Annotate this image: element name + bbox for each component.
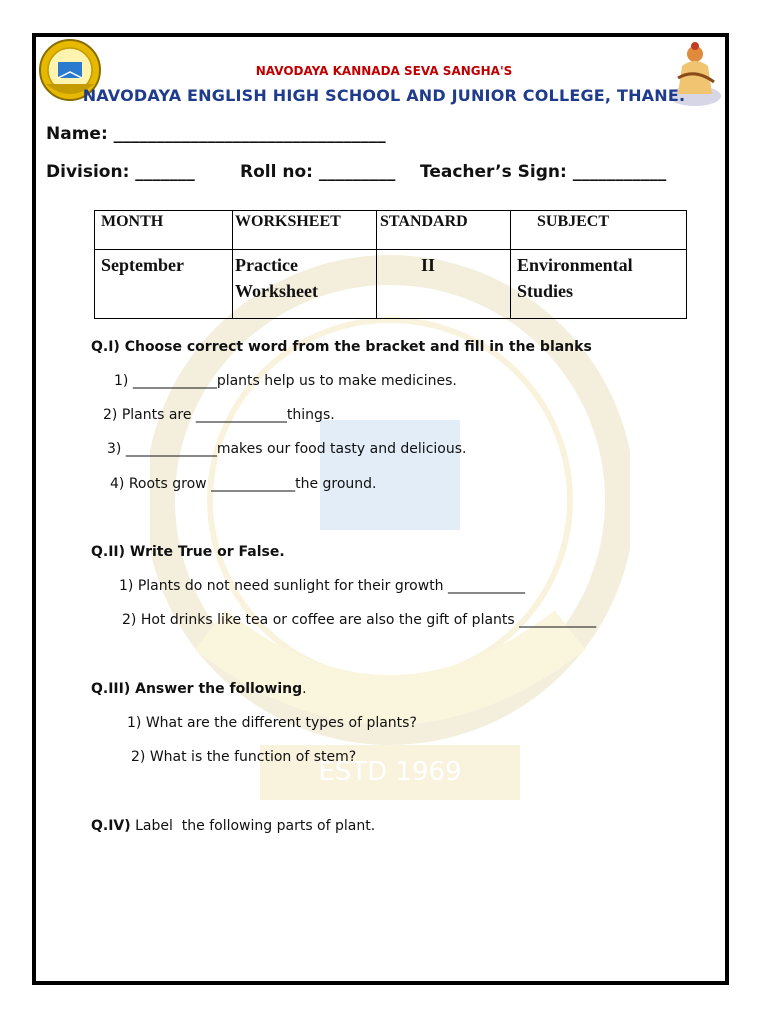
question-3-heading-line [91, 681, 307, 697]
name-field[interactable]: Name: ________________________________ [46, 124, 386, 144]
question-1-heading: Q.I) Choose correct word from the bracket and fill in the blanks [91, 339, 592, 355]
roll-field[interactable]: Roll no: _________ [240, 162, 396, 182]
header-subject: SUBJECT [511, 211, 687, 250]
q2-item: 1) Plants do not need sunlight for their growth ___________ [119, 578, 526, 594]
header-month: MONTH [95, 211, 233, 250]
school-name: NAVODAYA ENGLISH HIGH SCHOOL AND JUNIOR COLLEGE, THANE. [82, 86, 686, 105]
question-4-heading: Q.IV) [91, 818, 131, 834]
q1-item: 2) Plants are _____________things. [103, 407, 335, 423]
question-4-text: Label the following parts of plant. [130, 818, 376, 834]
q3-item: 2) What is the function of stem? [131, 749, 357, 765]
q2-item: 2) Hot drinks like tea or coffee are also the gift of plants ___________ [122, 612, 597, 628]
cell-subject: Environmental Studies [511, 250, 687, 319]
division-field[interactable]: Division: _______ [46, 162, 195, 182]
question-3-heading: Q.III) Answer the following [91, 681, 303, 697]
q3-item: 1) What are the different types of plants? [127, 715, 417, 731]
watermark-estd: ESTD 1969 [318, 757, 462, 787]
teacher-sign-field[interactable]: Teacher’s Sign: ___________ [420, 162, 667, 182]
worksheet-info-table [94, 210, 687, 319]
question-3-heading-suffix: . [302, 681, 307, 697]
cell-standard: II [377, 250, 511, 319]
cell-worksheet: Practice Worksheet [233, 250, 377, 319]
question-2-heading: Q.II) Write True or False. [91, 544, 285, 560]
cell-month: September [95, 250, 233, 319]
header-worksheet: WORKSHEET [233, 211, 377, 250]
q1-item: 4) Roots grow ____________the ground. [110, 476, 377, 492]
organization-name: NAVODAYA KANNADA SEVA SANGHA'S [255, 64, 513, 78]
table-header-row [95, 211, 687, 250]
q1-item: 1) ____________plants help us to make medicines. [114, 373, 457, 389]
header-standard: STANDARD [377, 211, 511, 250]
q1-item: 3) _____________makes our food tasty and delicious. [107, 441, 467, 457]
question-4-line [91, 818, 375, 834]
table-row [95, 250, 687, 319]
